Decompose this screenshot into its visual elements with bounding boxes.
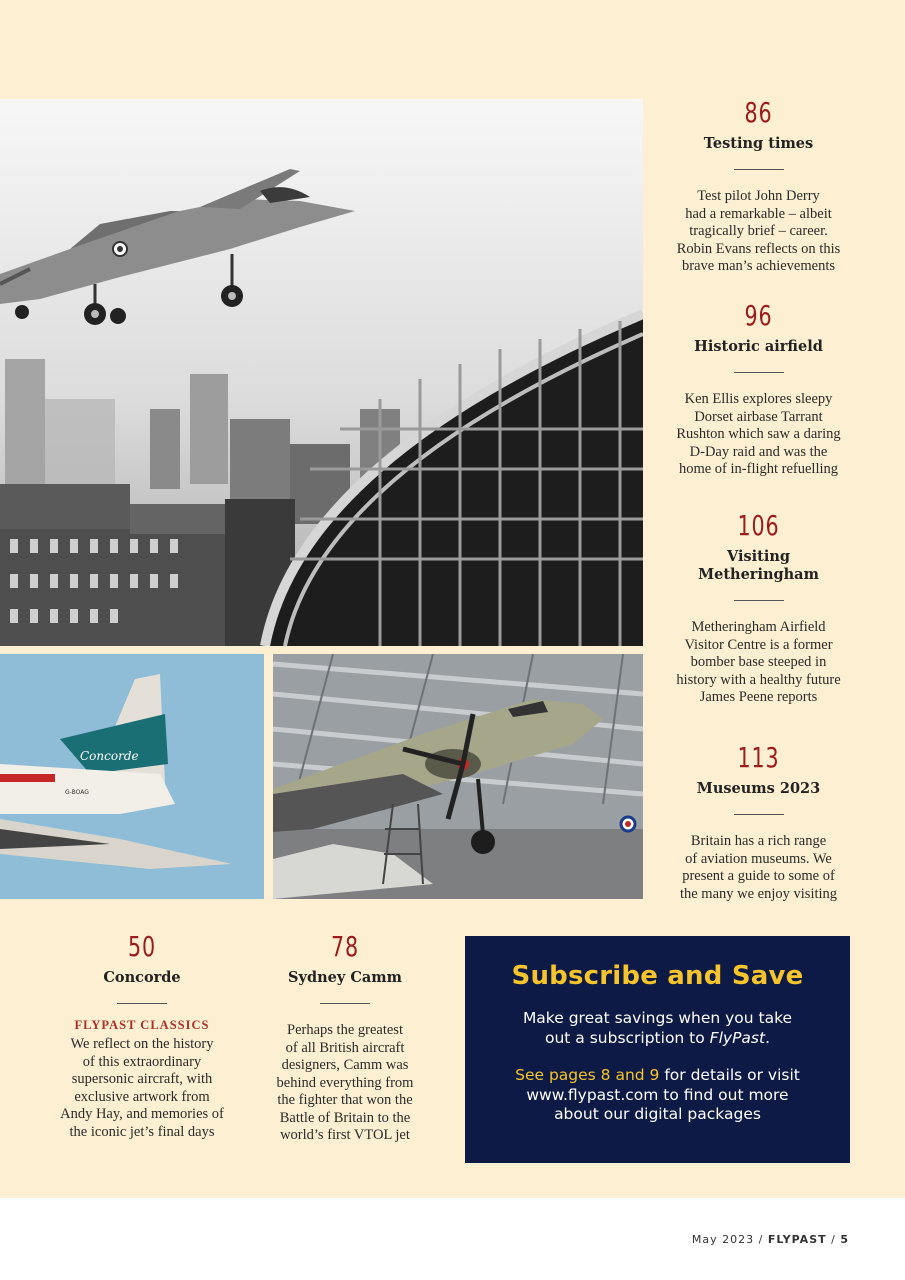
divider	[734, 814, 784, 815]
feature-page-number: 50	[128, 930, 156, 963]
feature-summary: Test pilot John Derry had a remarkable – albeit tragically brief – career. Robin Evans reflects on this brave man’s achievements	[676, 188, 841, 274]
divider	[320, 1003, 370, 1004]
divider	[117, 1003, 167, 1004]
page-footer: May 2023 / FLYPAST / 5	[691, 1233, 849, 1246]
feature-title: Historic airfield	[694, 338, 823, 355]
feature-title: Concorde	[103, 969, 181, 986]
concorde-tail-photo	[0, 654, 264, 899]
dakota-hangar-photo	[273, 654, 643, 899]
subscribe-heading: Subscribe and Save	[511, 961, 804, 991]
feature-page-number: 86	[744, 96, 773, 129]
feature-page-number: 113	[737, 741, 780, 774]
feature-page-number: 106	[737, 509, 780, 542]
concorde-registration: G-BOAG	[65, 789, 89, 796]
series-kicker: FLYPAST CLASSICS	[74, 1018, 210, 1032]
page-number: 5	[840, 1233, 849, 1246]
feature-50	[42, 931, 242, 1141]
subscribe-website-link[interactable]: www.flypast.com to find out more	[526, 1085, 789, 1104]
feature-summary: We reflect on the history of this extraordinary supersonic aircraft, with exclusive artwork from Andy Hay, and memories of the iconic jet’s final days	[60, 1036, 224, 1140]
feature-summary: Ken Ellis explores sleepy Dorset airbase Tarrant Rushton which saw a daring D-Day raid and was the home of in-flight refuelling	[676, 391, 841, 477]
feature-page-number: 96	[744, 299, 773, 332]
feature-86	[660, 97, 857, 276]
magazine-name: FLYPAST	[767, 1233, 827, 1246]
feature-96	[660, 300, 857, 479]
divider	[734, 372, 784, 373]
feature-113	[660, 742, 857, 903]
feature-page-number: 78	[331, 930, 359, 963]
harrier-over-st-pancras-photo	[0, 99, 643, 646]
feature-78	[250, 931, 440, 1145]
issue-date: May 2023	[691, 1233, 755, 1246]
feature-summary: Perhaps the greatest of all British aircraft designers, Camm was behind everything from the fighter that won the Battle of Britain to the world’s first VTOL jet	[276, 1022, 414, 1143]
feature-summary: Metheringham Airfield Visitor Centre is a former bomber base steeped in history with a healthy future James Peene reports	[676, 619, 841, 705]
feature-title: Sydney Camm	[288, 969, 402, 986]
feature-title: Visiting Metheringham	[698, 548, 819, 583]
subscribe-promo-box[interactable]	[465, 936, 850, 1163]
subscribe-pages-link[interactable]: See pages 8 and 9	[515, 1066, 660, 1084]
concorde-tail-lettering: Concorde	[80, 749, 139, 763]
feature-summary: Britain has a rich range of aviation museums. We present a guide to some of the many we enjoy visiting	[679, 833, 838, 902]
divider	[734, 169, 784, 170]
feature-106	[660, 510, 857, 707]
feature-title: Testing times	[703, 135, 814, 152]
subscribe-offer-text: Make great savings when you take out a subscription to FlyPast.	[522, 1009, 793, 1047]
divider	[734, 600, 784, 601]
feature-title: Museums 2023	[696, 780, 821, 797]
subscribe-details-text: See pages 8 and 9 for details or visit www.flypast.com to find out more about our digital packages	[465, 1066, 850, 1125]
